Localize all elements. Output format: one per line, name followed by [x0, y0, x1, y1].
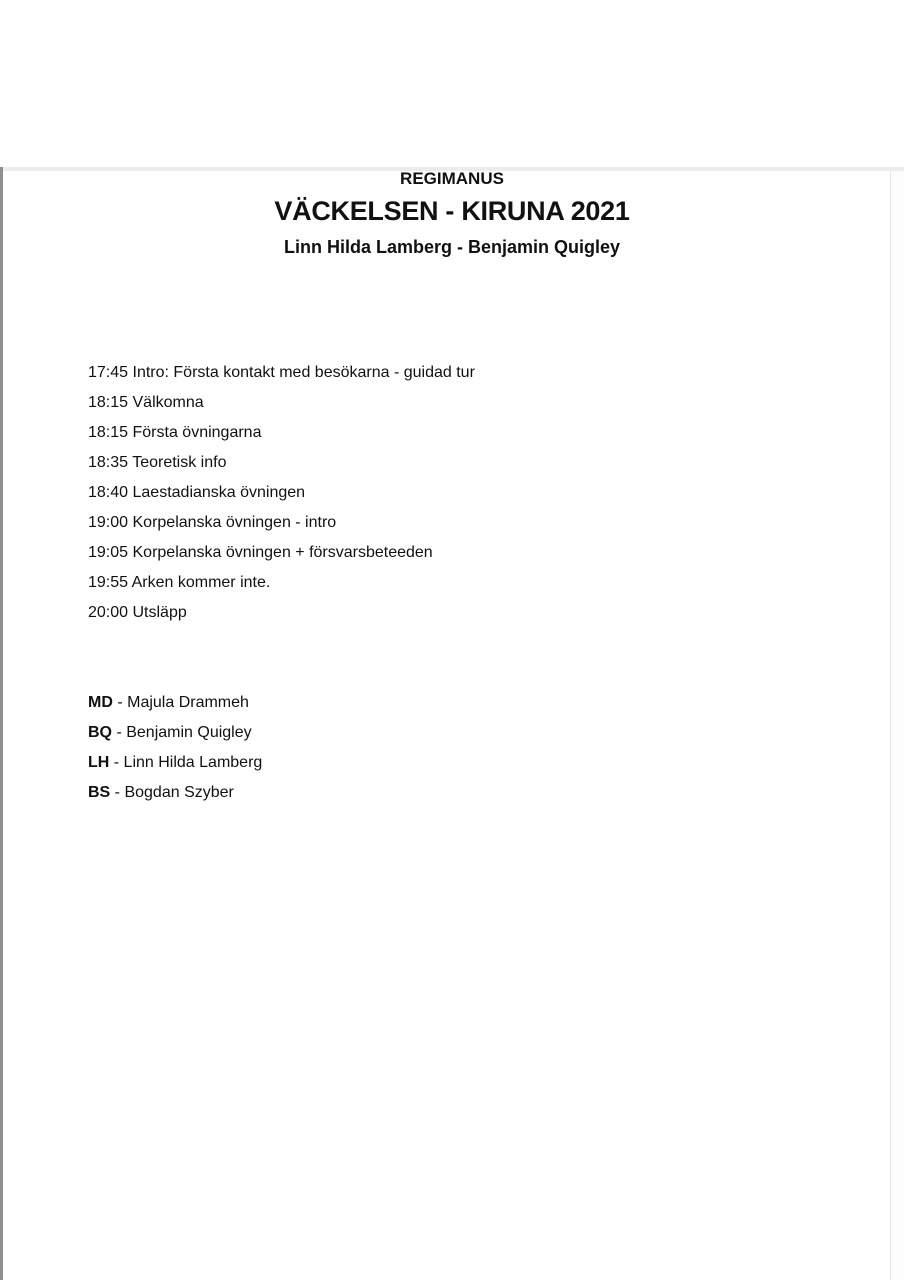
schedule-item: [88, 388, 816, 418]
schedule-item-time: 18:15: [88, 394, 129, 411]
schedule-item-time: 18:40: [88, 484, 129, 501]
schedule-item-time: 18:35: [88, 454, 129, 471]
schedule-item: [88, 418, 816, 448]
cast-item-name: Benjamin Quigley: [126, 724, 252, 741]
document-subtitle: Linn Hilda Lamberg - Benjamin Quigley: [283, 237, 621, 257]
schedule-item: [88, 598, 816, 628]
cast-item: [88, 748, 816, 778]
schedule-item: [88, 568, 816, 598]
cast-item-separator: -: [110, 784, 125, 801]
cast-item-initials: LH: [88, 754, 110, 771]
cast-item-separator: -: [112, 724, 127, 741]
schedule-item-time: 19:00: [88, 514, 129, 531]
cast-item: [88, 718, 816, 748]
document-kicker: REGIMANUS: [400, 169, 504, 188]
cast-item-name: Majula Drammeh: [127, 694, 249, 711]
cast-item: [88, 688, 816, 718]
schedule-item: [88, 358, 816, 388]
schedule-item-text: Första övningarna: [132, 424, 262, 441]
schedule-item: [88, 478, 816, 508]
schedule-item-text: Teoretisk info: [132, 454, 227, 471]
document-page: [0, 167, 904, 1280]
cast-item-separator: -: [112, 694, 128, 711]
cast-item-name: Linn Hilda Lamberg: [123, 754, 263, 771]
schedule-item-text: Välkomna: [132, 394, 204, 411]
schedule-item-text: Korpelanska övningen + försvarsbeteeden: [132, 544, 433, 561]
cast-list: [88, 688, 816, 808]
document-content: [0, 167, 904, 808]
schedule-item-time: 18:15: [88, 424, 129, 441]
schedule-item-time: 19:55: [88, 574, 129, 591]
schedule-item-text: Utsläpp: [132, 604, 187, 621]
schedule-item-time: 17:45: [88, 364, 129, 381]
schedule-item-text: Korpelanska övningen - intro: [132, 514, 337, 531]
cast-item: [88, 778, 816, 808]
schedule-list: [88, 358, 816, 628]
cast-item-initials: BQ: [88, 724, 112, 741]
schedule-item-text: Laestadianska övningen: [132, 484, 306, 501]
schedule-item-text: Arken kommer inte.: [131, 574, 271, 591]
schedule-item: [88, 508, 816, 538]
cast-item-name: Bogdan Szyber: [124, 784, 234, 801]
cast-item-initials: MD: [88, 694, 113, 711]
cast-item-separator: -: [109, 754, 124, 771]
schedule-item-text: Intro: Första kontakt med besökarna - guidad tur: [132, 364, 475, 381]
document-title: VÄCKELSEN - KIRUNA 2021: [274, 196, 630, 226]
schedule-item: [88, 538, 816, 568]
schedule-item-time: 19:05: [88, 544, 129, 561]
schedule-item: [88, 448, 816, 478]
schedule-item-time: 20:00: [88, 604, 129, 621]
cast-item-initials: BS: [88, 784, 111, 801]
